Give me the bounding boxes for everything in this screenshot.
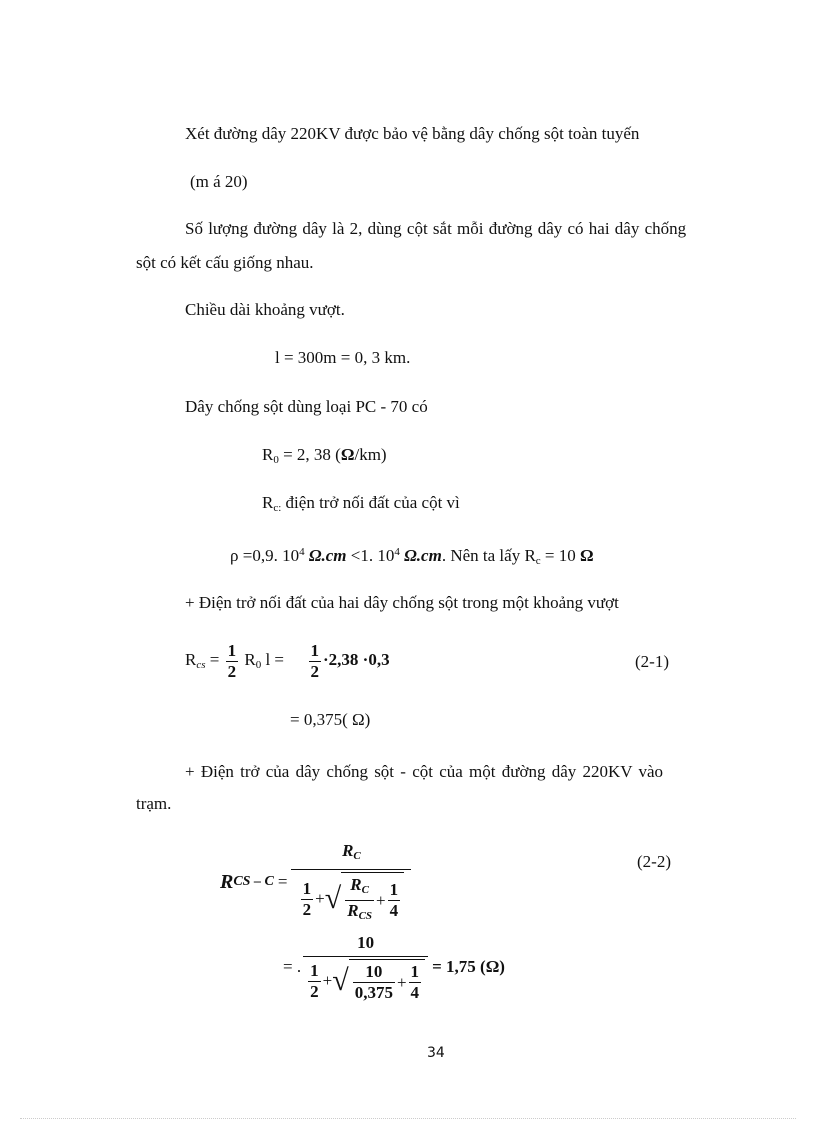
equation-2-1: $R_{cs}$ = $\frac{1}{2}$ $R_0$ l = $\frac{1}{2}$ ·2,38 ·0,3 xyxy=(185,640,390,681)
paragraph-line-2: (m á 20) xyxy=(190,172,248,191)
equation-2-1-result: = 0,375( Ω) xyxy=(290,710,371,729)
paragraph-line-1: Xét đường dây 220KV được bảo vệ bằng dây chống sột toàn tuyến xyxy=(185,124,640,143)
equation-2-2: R CS – C = $R_C$ $\frac{1}{2}$ + √ $\frac{R_C}{R_{CS}}$ + $\frac{1}{4}$ xyxy=(220,838,411,926)
footer-divider xyxy=(20,1118,796,1119)
paragraph-line-3a: Số lượng đường dây là 2, dùng cột sắt mỗi đường dây có hai dây chống xyxy=(185,219,687,238)
resistivity-line: ρ =0,9. $10^4$ Ω.cm <1. $10^4$ Ω.cm. Nên ta lấy $R_c = 10$ Ω xyxy=(230,546,594,567)
paragraph-line-13a-text: + Điện trở của dây chống sột - cột của một đường dây 220KV vào xyxy=(185,762,664,781)
resistance-rc-line: $R_{c:}$ điện trở nối đất của cột vì xyxy=(262,493,460,514)
paragraph-line-4: Chiều dài khoảng vượt. xyxy=(185,300,345,319)
fraction-half-2: $\frac{1}{2}$ xyxy=(310,640,320,681)
paragraph-line-10: + Điện trở nối đất của hai dây chống sột trong một khoảng vượt xyxy=(185,593,619,612)
eq2-main-fraction: $R_C$ $\frac{1}{2}$ + √ $\frac{R_C}{R_{CS}}$ + $\frac{1}{4}$ xyxy=(291,838,411,926)
eq3-main-fraction: 10 $\frac{1}{2}$ + √ $\frac{10}{0,375}$ + $\frac{1}{4}$ xyxy=(303,930,428,1003)
paragraph-line-5: l = 300m = 0, 3 km. xyxy=(275,348,411,367)
paragraph-line-3b: sột có kết cấu giống nhau. xyxy=(136,253,314,272)
resistance-r0-line: $R_0 = 2$, 38 (Ω/km) xyxy=(262,445,387,466)
equation-numeric: = . 10 $\frac{1}{2}$ + √ $\frac{10}{0,375}$ + $\frac{1}{4}$ = 1,75 (Ω) xyxy=(283,930,505,1003)
paragraph-line-13b: trạm. xyxy=(136,794,172,813)
fraction-half: $\frac{1}{2}$ xyxy=(227,640,237,681)
equation-number-2-1: (2-1) xyxy=(635,652,669,671)
paragraph-line-6: Dây chống sột dùng loại PC - 70 có xyxy=(185,397,428,416)
page-number: 34 xyxy=(427,1045,445,1061)
equation-number-2-2: (2-2) xyxy=(637,852,671,871)
